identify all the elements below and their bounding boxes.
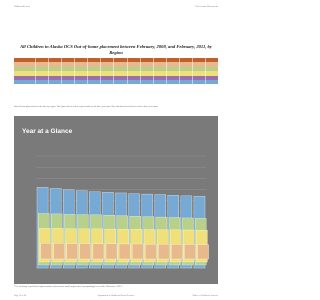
table-cell [140, 80, 153, 84]
chart-bar [54, 243, 65, 259]
table-row [14, 80, 218, 84]
bar-chart [14, 116, 218, 284]
chart-bar [132, 244, 143, 259]
chart-bar [93, 244, 104, 259]
footer-left: Page 12 of 24 [14, 295, 27, 297]
page-footer [14, 295, 218, 299]
table-cell [100, 80, 113, 84]
body-paragraph: Out-of-home placements for the state by region. The figures below reflect region totals for the three-year span. Note that data shown below reflect a three-year span. [14, 106, 159, 108]
chart-bar [171, 244, 182, 259]
table-cell [153, 80, 166, 84]
table-cell [35, 80, 48, 84]
region-table [14, 58, 218, 84]
table-cell [74, 80, 87, 84]
chart-bar [41, 243, 52, 259]
page-header [14, 5, 218, 11]
chart-bar [80, 244, 91, 259]
chart-title: Year at a Glance [22, 128, 73, 135]
table-cell [192, 80, 205, 84]
table-cell [113, 80, 126, 84]
document-title: All Children in Alaska OCS Out-of-home placement between February, 2008, and February, 2011, by Region [20, 44, 212, 55]
chart-bar [106, 244, 117, 259]
header-left: Hidden title text [14, 5, 30, 8]
table-cell [127, 80, 140, 84]
table-cell [179, 80, 192, 84]
footer-right: Office of Children's Services [192, 295, 218, 297]
chart-bar [158, 244, 169, 259]
table-cell [48, 80, 61, 84]
chart-bar [198, 245, 209, 259]
header-right: Out of state Placements [195, 5, 218, 8]
footnote: *The Anchorage region has the highest number of placements; smaller regions show correspondingly lower totals. Data source: ORCA. [14, 286, 123, 288]
chart-bar [184, 244, 195, 259]
table-cell [166, 80, 179, 84]
table-cell [205, 80, 218, 84]
footer-center: Department of Health and Social Services [97, 295, 135, 297]
table-cell [87, 80, 100, 84]
table-cell [61, 80, 74, 84]
chart-bar [67, 244, 78, 259]
chart-bar [145, 244, 156, 259]
table-row-label [14, 80, 35, 84]
chart-bar [119, 244, 130, 259]
